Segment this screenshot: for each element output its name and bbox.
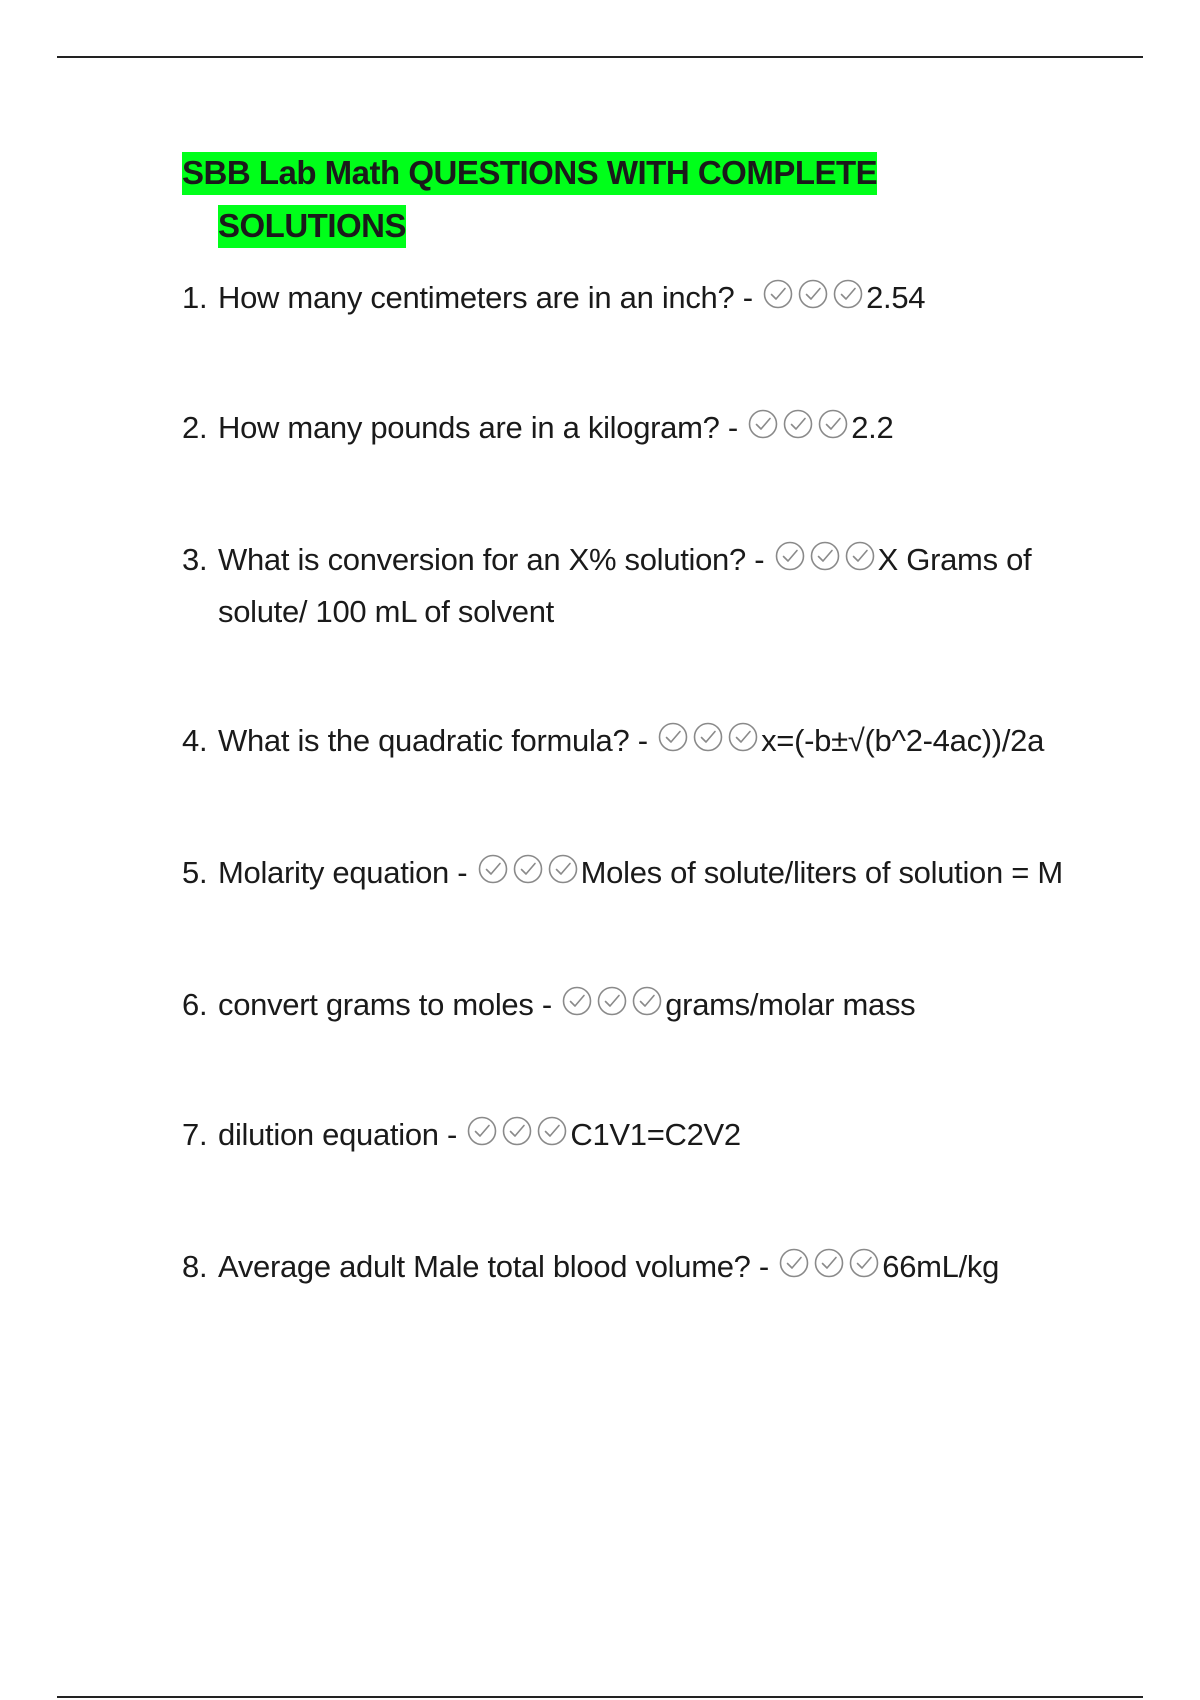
question-text: Average adult Male total blood volume? - [218, 1249, 769, 1284]
check-circle-icon [777, 1246, 811, 1280]
check-circle-icon [773, 539, 807, 573]
answer-text: x=(-b±√(b^2-4ac))/2a [761, 723, 1045, 758]
check-circle-icon [816, 407, 850, 441]
answer-text: 2.54 [866, 280, 926, 315]
check-circle-icon [812, 1246, 846, 1280]
question-list [182, 273, 1102, 1294]
question-text: What is the quadratic formula? - [218, 723, 648, 758]
check-circle-icon [560, 984, 594, 1018]
check-circle-icon [796, 277, 830, 311]
question-text: What is conversion for an X% solution? - [218, 542, 765, 577]
bottom-rule [57, 1696, 1143, 1698]
list-item [182, 980, 1102, 1032]
item-number: 2. [182, 410, 208, 445]
check-marks [761, 276, 866, 325]
check-marks [560, 983, 665, 1032]
check-marks [746, 406, 851, 455]
answer-text: Moles of solute/liters of solution = M [580, 855, 1063, 890]
check-circle-icon [726, 720, 760, 754]
list-item [182, 716, 1102, 768]
check-circle-icon [511, 852, 545, 886]
question-text: convert grams to moles - [218, 987, 552, 1022]
check-circle-icon [781, 407, 815, 441]
item-number: 1. [182, 280, 208, 315]
check-circle-icon [630, 984, 664, 1018]
check-circle-icon [465, 1114, 499, 1148]
document-title [182, 146, 1102, 252]
check-circle-icon [535, 1114, 569, 1148]
title-line-1: SBB Lab Math QUESTIONS WITH COMPLETE [182, 152, 877, 195]
check-circle-icon [808, 539, 842, 573]
list-item [182, 535, 1102, 636]
item-number: 3. [182, 542, 208, 577]
check-marks [465, 1113, 570, 1162]
answer-text: X Grams of solute/ 100 mL of solvent [218, 542, 1032, 629]
answer-text: 2.2 [851, 410, 894, 445]
item-number: 4. [182, 723, 208, 758]
answer-text: C1V1=C2V2 [570, 1117, 741, 1152]
item-number: 6. [182, 987, 208, 1022]
list-item [182, 273, 1102, 325]
question-text: Molarity equation - [218, 855, 468, 890]
check-circle-icon [831, 277, 865, 311]
check-circle-icon [546, 852, 580, 886]
check-circle-icon [843, 539, 877, 573]
check-circle-icon [746, 407, 780, 441]
check-marks [773, 538, 878, 587]
document-body [182, 146, 1102, 1294]
list-item [182, 1242, 1102, 1294]
title-line-2: SOLUTIONS [218, 205, 406, 248]
check-circle-icon [656, 720, 690, 754]
check-circle-icon [691, 720, 725, 754]
list-item [182, 403, 1102, 455]
check-circle-icon [500, 1114, 534, 1148]
item-number: 5. [182, 855, 208, 890]
list-item [182, 848, 1102, 900]
check-marks [476, 851, 581, 900]
top-rule [57, 56, 1143, 58]
question-text: dilution equation - [218, 1117, 458, 1152]
check-circle-icon [476, 852, 510, 886]
check-marks [656, 719, 761, 768]
question-text: How many centimeters are in an inch? - [218, 280, 753, 315]
question-text: How many pounds are in a kilogram? - [218, 410, 738, 445]
list-item [182, 1110, 1102, 1162]
item-number: 7. [182, 1117, 208, 1152]
item-number: 8. [182, 1249, 208, 1284]
check-circle-icon [847, 1246, 881, 1280]
check-circle-icon [761, 277, 795, 311]
answer-text: grams/molar mass [665, 987, 916, 1022]
check-circle-icon [595, 984, 629, 1018]
check-marks [777, 1245, 882, 1294]
answer-text: 66mL/kg [882, 1249, 1000, 1284]
